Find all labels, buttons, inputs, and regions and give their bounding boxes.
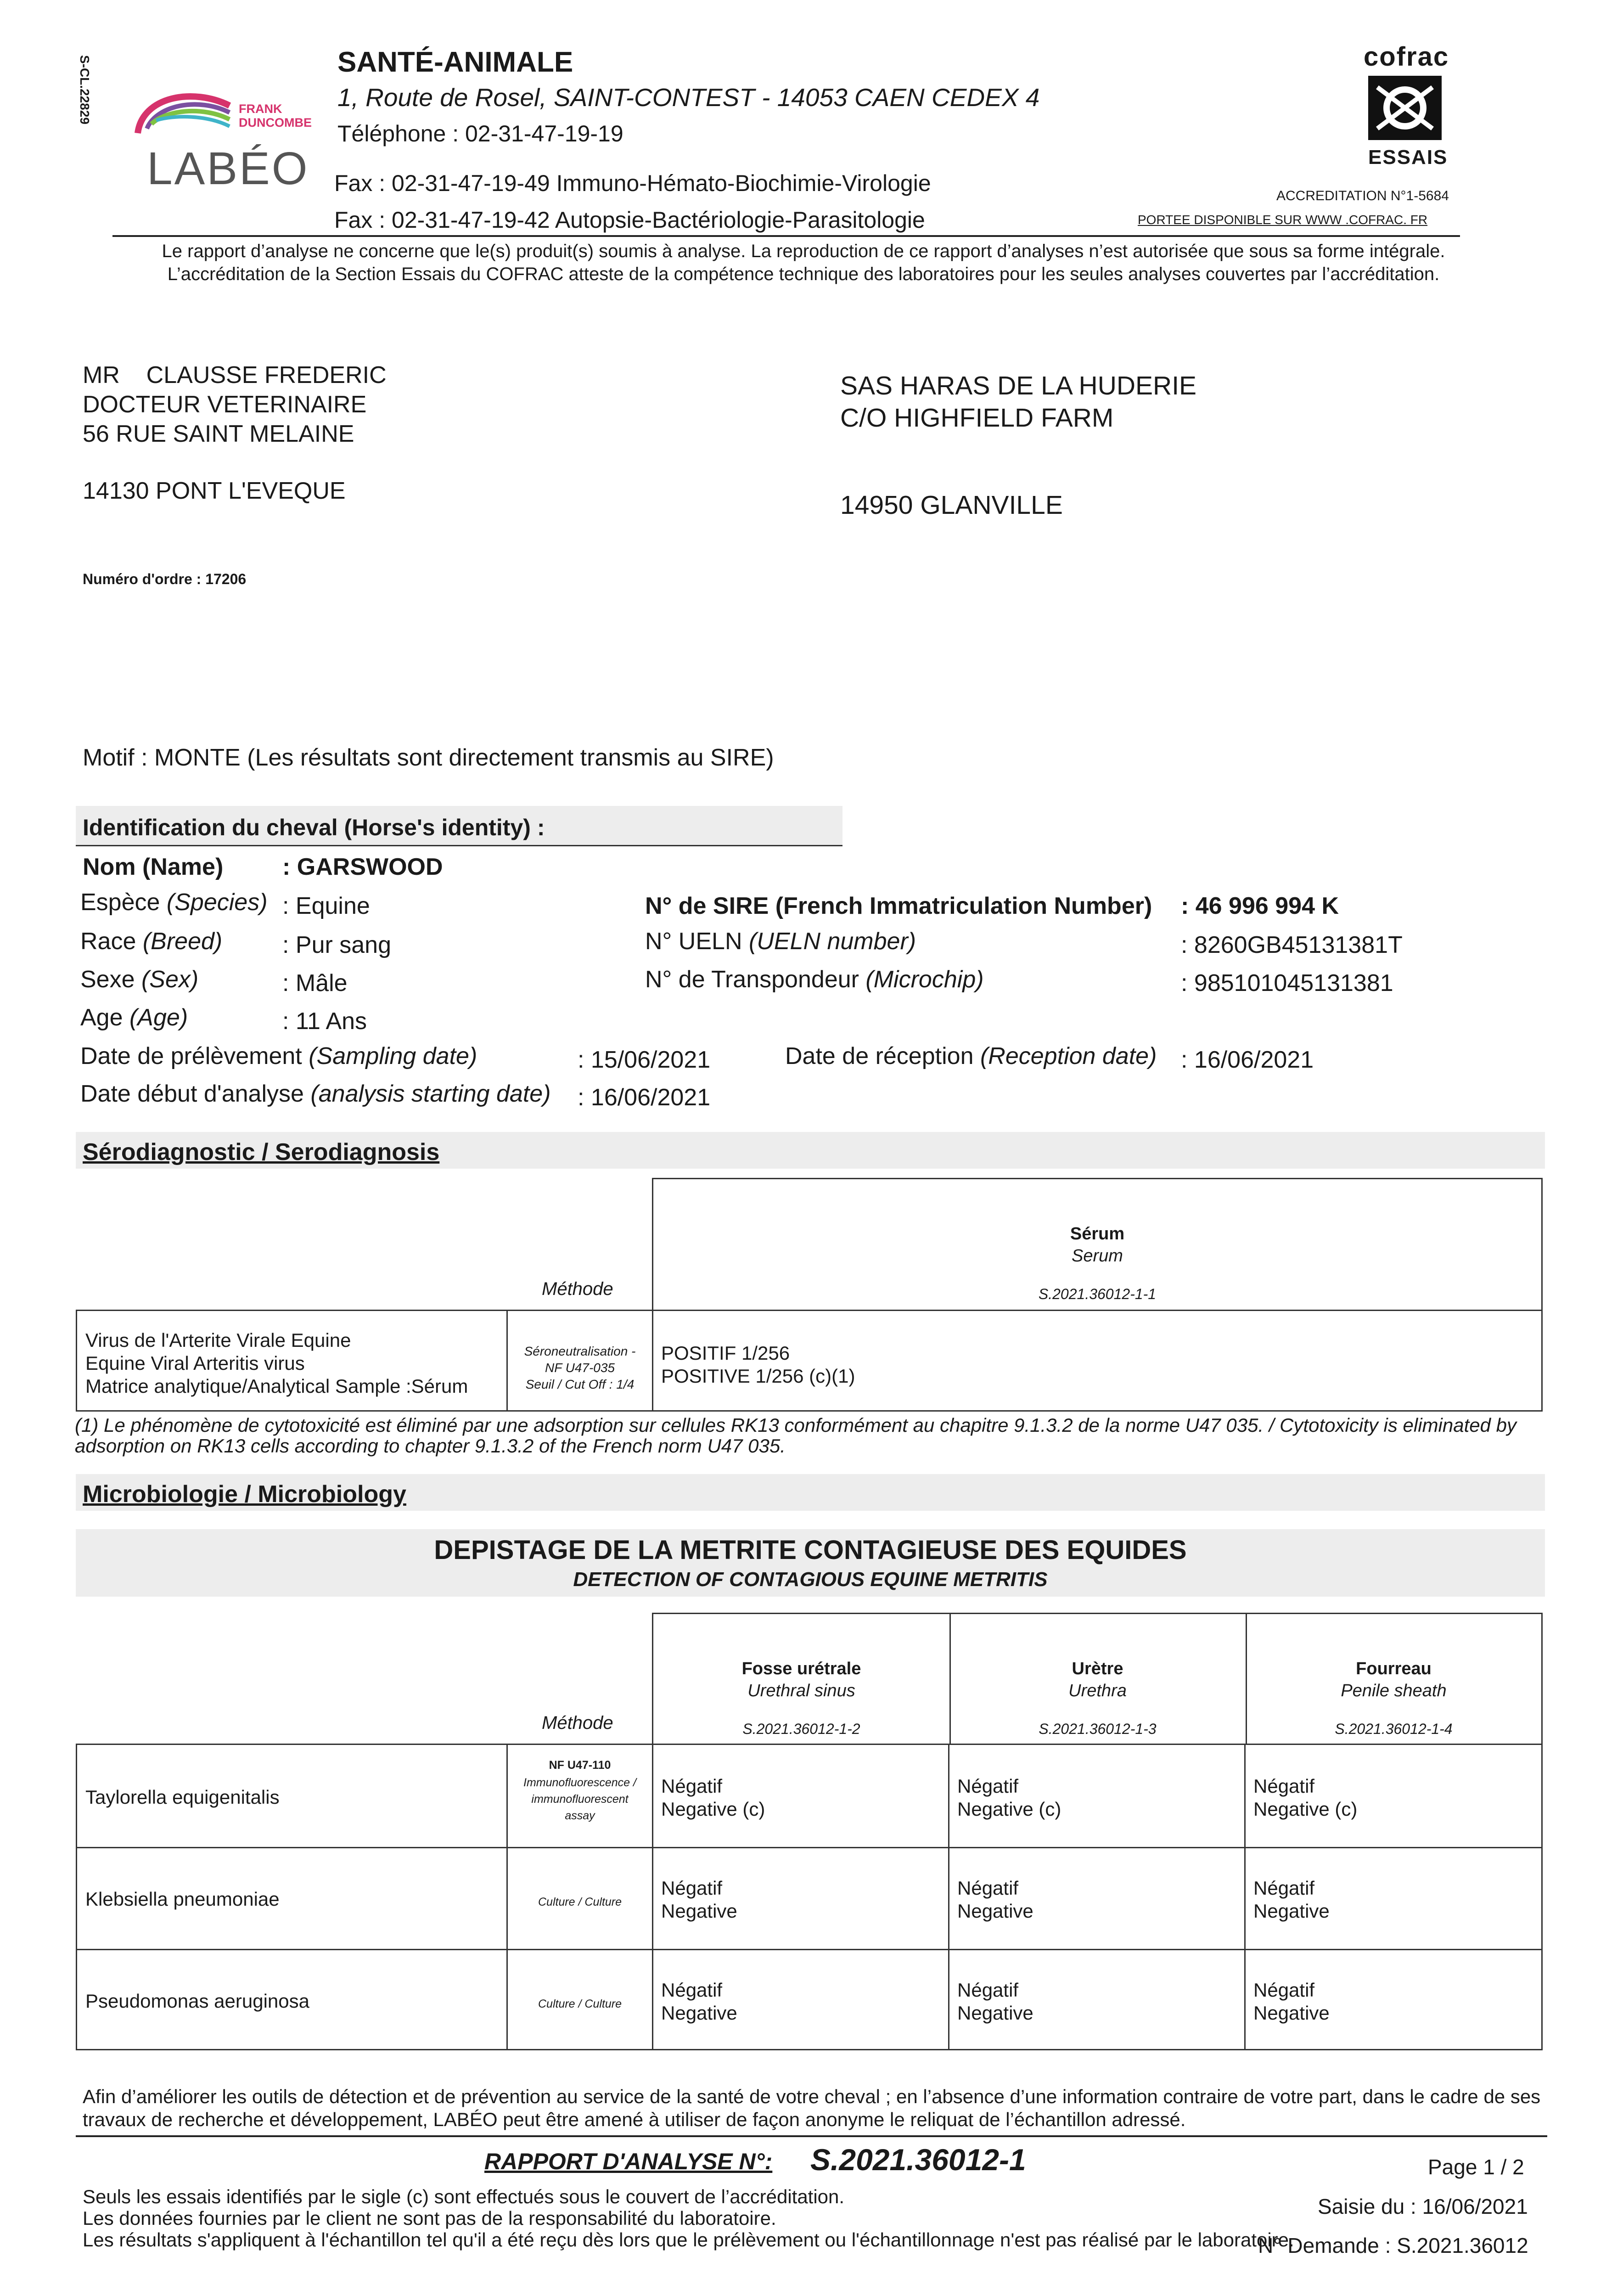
micro-col-2 (949, 1614, 1246, 1745)
chip-label (645, 966, 984, 993)
serology-header-box (652, 1178, 1543, 1311)
start-label-en: (analysis starting date) (310, 1080, 551, 1107)
micro-row-1-method-code: NF U47-110 (549, 1759, 611, 1772)
logo-brand-1: FRANK (239, 102, 282, 116)
micro-row-1-method-1: Immunofluorescence / (523, 1776, 636, 1789)
recipient-line-3: 14950 GLANVILLE (840, 490, 1063, 520)
table-row (77, 1949, 1541, 2051)
sender-line-1: MR CLAUSSE FREDERIC (83, 362, 387, 388)
micro-col-3-en: Penile sheath (1341, 1681, 1447, 1700)
portee-link[interactable]: PORTEE DISPONIBLE SUR WWW .COFRAC. FR (1138, 213, 1428, 227)
micro-row-2-name: Klebsiella pneumoniae (85, 1888, 280, 1910)
breed-label (80, 928, 222, 955)
micro-row-3-res-1-en: Negative (661, 2002, 737, 2024)
footer-note-1: Afin d’améliorer les outils de détection et de prévention au service de la santé de votre cheval ; en l’absence d’une information contraire de votre part, dans le cadre de ses (83, 2086, 1541, 2107)
sex-label-en: (Sex) (141, 966, 199, 993)
chip-label-fr: N° de Transpondeur (645, 966, 859, 993)
identity-section-header (76, 806, 842, 846)
serology-table (76, 1310, 1543, 1412)
start-label (80, 1080, 551, 1108)
micro-method-header: Méthode (542, 1713, 613, 1733)
report-number: S.2021.36012-1 (810, 2143, 1026, 2177)
micro-col-3 (1246, 1614, 1542, 1745)
report-label: RAPPORT D'ANALYSE N°: (484, 2149, 773, 2174)
micro-section-header (76, 1474, 1545, 1511)
micro-row-3-method: Culture / Culture (538, 1998, 622, 2010)
micro-row-1-method-2: immunofluorescent (531, 1793, 629, 1806)
serology-method-1: Séroneutralisation - (524, 1344, 636, 1358)
serology-row-fr: Virus de l'Arterite Virale Equine (85, 1329, 351, 1351)
legal-3: Les résultats s'appliquent à l'échantillon tel qu'il a été reçu dès lors que le prélèvement ou l'échantillonnage n'est pas réalisé par le laboratoire. (83, 2229, 1294, 2251)
micro-row-2-res-2-fr: Négatif (957, 1877, 1019, 1899)
micro-row-1-method-3: assay (565, 1809, 595, 1822)
micro-row-3-name: Pseudomonas aeruginosa (85, 1990, 310, 2012)
age-value: : 11 Ans (282, 1008, 367, 1035)
cofrac-name: cofrac (1364, 42, 1449, 72)
micro-banner-en: DETECTION OF CONTAGIOUS EQUINE METRITIS (573, 1568, 1048, 1591)
serology-col-en: Serum (1072, 1246, 1123, 1266)
micro-col-1-fr: Fosse urétrale (741, 1659, 861, 1678)
breed-label-en: (Breed) (142, 928, 223, 955)
sex-value: : Mâle (282, 970, 348, 996)
age-label-fr: Age (80, 1004, 123, 1031)
micro-row-1-res-3-en: Negative (c) (1253, 1798, 1358, 1820)
serology-method-3: Seuil / Cut Off : 1/4 (525, 1377, 635, 1391)
serology-section-header (76, 1132, 1545, 1169)
lab-fax-2: Fax : 02-31-47-19-42 Autopsie-Bactériologie-Parasitologie (334, 207, 925, 233)
identity-title: Identification du cheval (Horse's identity) : (83, 815, 545, 840)
start-value: : 16/06/2021 (578, 1084, 711, 1111)
cofrac-logo (1359, 41, 1451, 179)
lab-address: 1, Route de Rosel, SAINT-CONTEST - 14053 CAEN CEDEX 4 (337, 83, 1040, 112)
sire-label: N° de SIRE (French Immatriculation Number) (645, 893, 1152, 919)
micro-row-3-res-3-fr: Négatif (1253, 1979, 1315, 2001)
micro-row-1-res-3-fr: Négatif (1253, 1775, 1315, 1797)
serology-method-2: NF U47-035 (545, 1361, 615, 1375)
sampling-label-en: (Sampling date) (309, 1043, 477, 1069)
sex-label (80, 966, 198, 993)
reception-value: : 16/06/2021 (1181, 1047, 1314, 1073)
serology-footnote-1: (1) Le phénomène de cytotoxicité est éliminé par une adsorption sur cellules RK13 conformément au chapitre 9.1.3.2 de la norme U47 035. / Cytotoxicity is eliminated by (75, 1414, 1517, 1436)
reception-label-en: (Reception date) (980, 1043, 1157, 1069)
micro-title: Microbiologie / Microbiology (83, 1481, 406, 1508)
sender-line-4: 14130 PONT L'EVEQUE (83, 478, 346, 504)
micro-col-1 (653, 1614, 949, 1745)
serology-col-fr: Sérum (1070, 1224, 1125, 1244)
header-rule (112, 235, 1460, 237)
accreditation: ACCREDITATION N°1-5684 (1276, 188, 1449, 203)
micro-row-1-res-2-fr: Négatif (957, 1775, 1019, 1797)
logo-brand-2: DUNCOMBE (239, 116, 312, 129)
sampling-value: : 15/06/2021 (578, 1047, 711, 1073)
micro-row-2-res-3-en: Negative (1253, 1900, 1330, 1922)
micro-col-2-en: Urethra (1068, 1681, 1127, 1700)
start-label-fr: Date début d'analyse (80, 1080, 304, 1107)
micro-row-3-res-2-fr: Négatif (957, 1979, 1019, 2001)
micro-row-2-res-3-fr: Négatif (1253, 1877, 1315, 1899)
serology-result-en: POSITIVE 1/256 (c)(1) (661, 1365, 855, 1387)
recipient-address (840, 370, 1196, 521)
micro-col-2-fr: Urètre (1072, 1659, 1123, 1678)
micro-row-2-res-2-en: Negative (957, 1900, 1033, 1922)
micro-row-2-method: Culture / Culture (538, 1896, 622, 1908)
name-value: : GARSWOOD (282, 854, 443, 880)
micro-row-1-res-1-en: Negative (c) (661, 1798, 765, 1820)
micro-row-1-res-2-en: Negative (c) (957, 1798, 1061, 1820)
sender-line-2: DOCTEUR VETERINAIRE (83, 391, 367, 418)
legal-2: Les données fournies par le client ne sont pas de la responsabilité du laboratoire. (83, 2207, 776, 2229)
age-label-en: (Age) (129, 1004, 188, 1031)
lab-name: SANTÉ-ANIMALE (337, 46, 573, 78)
ueln-value: : 8260GB45131381T (1181, 932, 1403, 958)
demande-number: N° Demande : S.2021.36012 (1258, 2234, 1528, 2257)
micro-banner-fr: DEPISTAGE DE LA METRITE CONTAGIEUSE DES EQUIDES (434, 1535, 1187, 1565)
page-number: Page 1 / 2 (1428, 2155, 1524, 2179)
micro-col-3-ref: S.2021.36012-1-4 (1335, 1721, 1453, 1737)
age-label (80, 1004, 188, 1031)
order-number: Numéro d'ordre : 17206 (83, 571, 247, 587)
sender-address (83, 360, 387, 506)
footer-note-2: travaux de recherche et développement, LABÉO peut être amené à utiliser de façon anonyme le reliquat de l’échantillon adressé. (83, 2109, 1186, 2130)
recipient-line-2: C/O HIGHFIELD FARM (840, 403, 1114, 433)
micro-row-2-res-1-en: Negative (661, 1900, 737, 1922)
species-value: : Equine (282, 893, 370, 919)
breed-value: : Pur sang (282, 932, 392, 958)
sampling-label-fr: Date de prélèvement (80, 1043, 302, 1069)
reception-label-fr: Date de réception (785, 1043, 974, 1069)
side-code: S-CL.22829 (78, 55, 92, 124)
micro-col-3-fr: Fourreau (1356, 1659, 1432, 1678)
micro-header-box (652, 1613, 1543, 1745)
micro-row-2-res-1-fr: Négatif (661, 1877, 723, 1899)
motif: Motif : MONTE (Les résultats sont directement transmis au SIRE) (83, 744, 774, 771)
recipient-line-1: SAS HARAS DE LA HUDERIE (840, 371, 1197, 400)
serology-col-ref: S.2021.36012-1-1 (1038, 1286, 1157, 1302)
disclaimer-1: Le rapport d’analyse ne concerne que le(s) produit(s) soumis à analyse. La reproduction de ce rapport d’analyses n’est autorisée que sous sa forme intégrale. (162, 241, 1445, 261)
micro-row-1-res-1-fr: Négatif (661, 1775, 723, 1797)
disclaimer-2: L’accréditation de la Section Essais du COFRAC atteste de la compétence technique des laboratoires pour les seules analyses couvertes par l’accréditation. (167, 264, 1440, 284)
lab-phone: Téléphone : 02-31-47-19-19 (337, 121, 623, 146)
ueln-label (645, 928, 916, 955)
micro-row-1-name: Taylorella equigenitalis (85, 1786, 280, 1808)
table-row (77, 1745, 1541, 1847)
micro-banner (76, 1529, 1545, 1597)
species-label-en: (Species) (166, 889, 268, 916)
sire-value: : 46 996 994 K (1181, 893, 1339, 919)
micro-row-3-res-3-en: Negative (1253, 2002, 1330, 2024)
micro-col-1-ref: S.2021.36012-1-2 (742, 1721, 860, 1737)
species-label-fr: Espèce (80, 889, 160, 916)
saisie-date: Saisie du : 16/06/2021 (1318, 2195, 1528, 2218)
chip-value: : 985101045131381 (1181, 970, 1393, 996)
micro-table (76, 1744, 1543, 2050)
name-label: Nom (Name) (83, 854, 224, 880)
reception-label (785, 1042, 1157, 1070)
serology-row-en: Equine Viral Arteritis virus (85, 1352, 305, 1374)
ueln-label-fr: N° UELN (645, 928, 742, 955)
footer-rule (76, 2135, 1547, 2137)
logo-name: LABÉO (147, 143, 309, 194)
cofrac-essais: ESSAIS (1368, 146, 1448, 169)
sex-label-fr: Sexe (80, 966, 135, 993)
serology-result-fr: POSITIF 1/256 (661, 1342, 790, 1364)
lab-fax-1: Fax : 02-31-47-19-49 Immuno-Hémato-Biochimie-Virologie (334, 170, 931, 196)
sender-line-3: 56 RUE SAINT MELAINE (83, 421, 354, 447)
serology-title: Sérodiagnostic / Serodiagnosis (83, 1139, 440, 1165)
cofrac-mark-icon (1364, 73, 1446, 142)
micro-row-3-res-1-fr: Négatif (661, 1979, 723, 2001)
species-label (80, 889, 268, 916)
breed-label-fr: Race (80, 928, 136, 955)
chip-label-en: (Microchip) (865, 966, 984, 993)
micro-col-2-ref: S.2021.36012-1-3 (1039, 1721, 1157, 1737)
labeo-logo (124, 78, 321, 197)
legal-1: Seuls les essais identifiés par le sigle (c) sont effectués sous le couvert de l’accréditation. (83, 2186, 845, 2207)
ueln-label-en: (UELN number) (748, 928, 916, 955)
micro-col-1-en: Urethral sinus (747, 1681, 855, 1700)
table-row (77, 1847, 1541, 1949)
micro-row-3-res-2-en: Negative (957, 2002, 1033, 2024)
sampling-label (80, 1042, 477, 1070)
serology-footnote-2: adsorption on RK13 cells according to chapter 9.1.3.2 of the French norm U47 035. (75, 1435, 786, 1457)
serology-method-header: Méthode (542, 1279, 613, 1299)
serology-row-matrix: Matrice analytique/Analytical Sample :Sérum (85, 1375, 468, 1397)
